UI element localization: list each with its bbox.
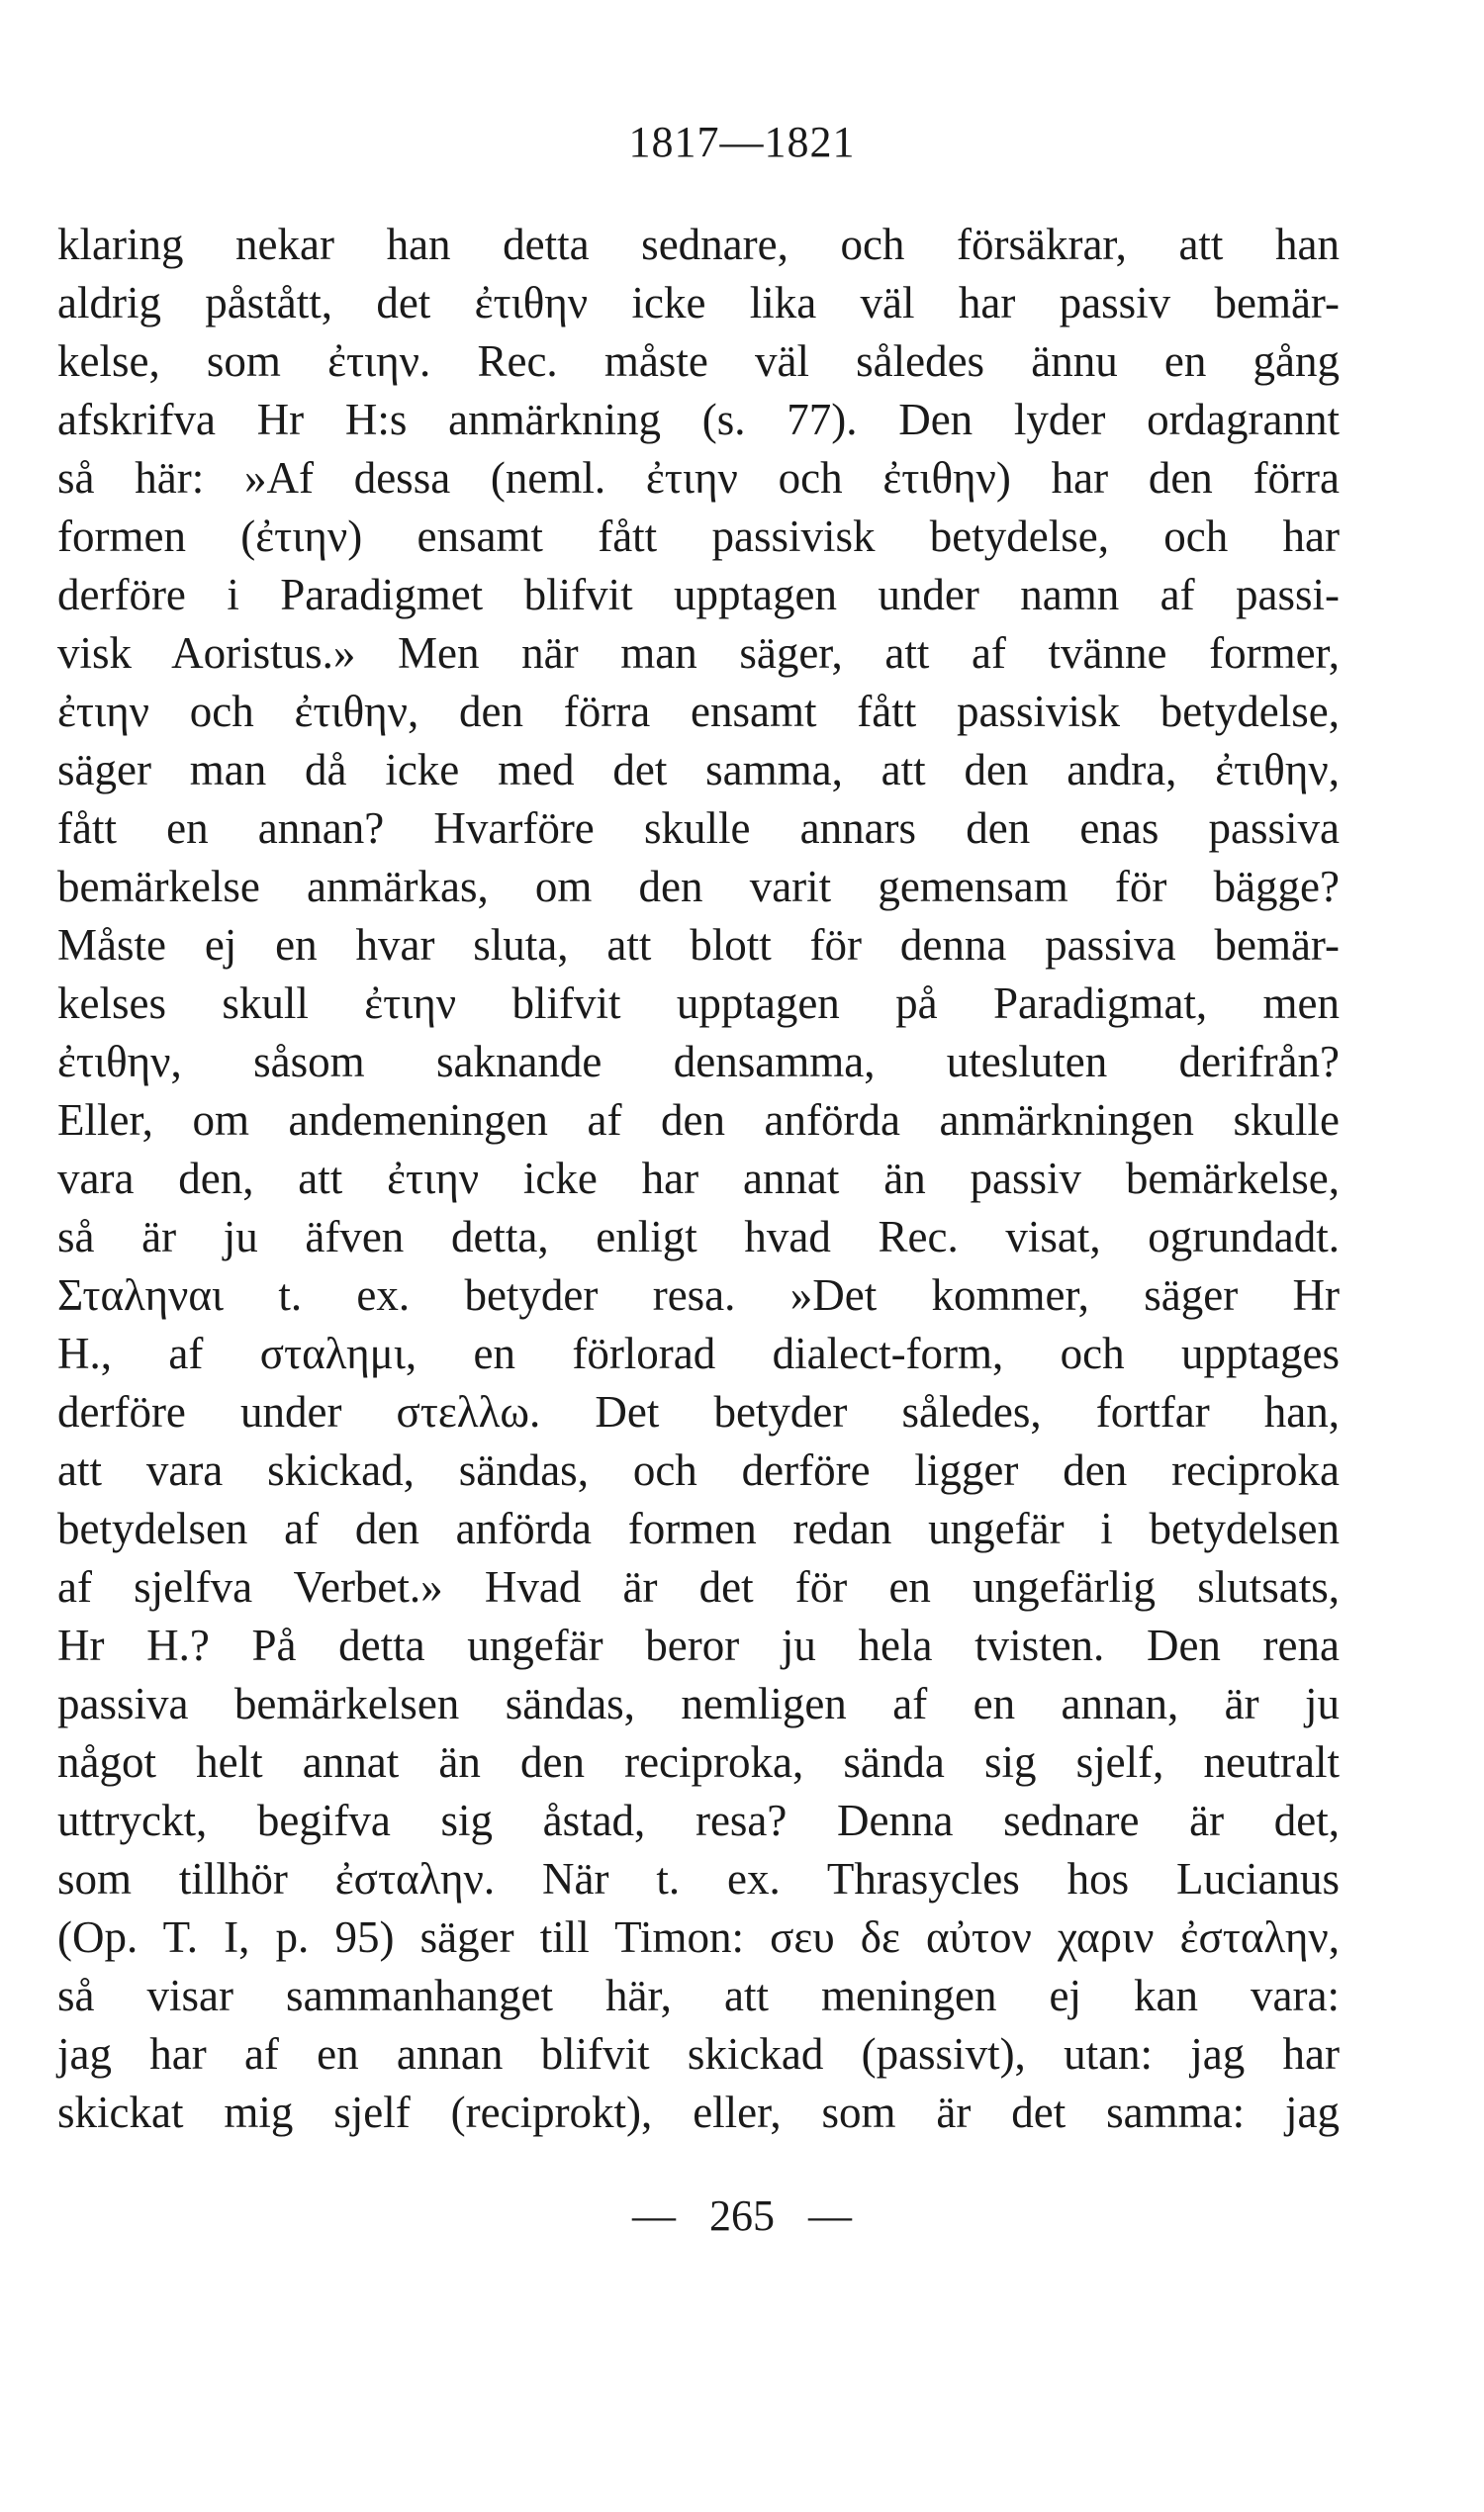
text-line: kelses skull ἐτιην blifvit upptagen på Paradigmat, men — [57, 978, 1340, 1028]
text-line: vara den, att ἐτιην icke har annat än passiv bemärkelse, — [57, 1154, 1340, 1203]
text-line: Eller, om andemeningen af den anförda anmärkningen skulle — [57, 1095, 1340, 1145]
text-line: formen (ἐτιην) ensamt fått passivisk betydelse, och har — [57, 512, 1340, 561]
text-line: uttryckt, begifva sig åstad, resa? Denna sednare är det, — [57, 1796, 1340, 1845]
body-text — [57, 216, 1340, 2142]
text-line: så är ju äfven detta, enligt hvad Rec. visat, ogrundadt. — [57, 1212, 1340, 1261]
folio-dash-left: — — [632, 2191, 676, 2240]
page-number-value: 265 — [709, 2191, 775, 2240]
text-line: jag har af en annan blifvit skickad (passivt), utan: jag har — [57, 2029, 1340, 2079]
text-line: något helt annat än den reciproka, sända sig sjelf, neutralt — [57, 1737, 1340, 1787]
text-line: af sjelfva Verbet.» Hvad är det för en ungefärlig slutsats, — [57, 1562, 1340, 1612]
folio-dash-right: — — [808, 2191, 852, 2240]
text-line: så visar sammanhanget här, att meningen ej kan vara: — [57, 1971, 1340, 2020]
text-line: derföre i Paradigmet blifvit upptagen under namn af passi- — [57, 570, 1340, 619]
text-line: Hr H.? På detta ungefär beror ju hela tvisten. Den rena — [57, 1621, 1340, 1670]
text-line: passiva bemärkelsen sändas, nemligen af en annan, är ju — [57, 1679, 1340, 1728]
text-line: afskrifva Hr H:s anmärkning (s. 77). Den lyder ordagrannt — [57, 395, 1340, 444]
text-line: (Op. T. I, p. 95) säger till Timon: σευ δε αὐτον χαριν ἐσταλην, — [57, 1912, 1340, 1962]
text-line: säger man då icke med det samma, att den andra, ἐτιθην, — [57, 745, 1340, 794]
text-line: ἐτιθην, såsom saknande densamma, utesluten derifrån? — [57, 1037, 1340, 1086]
text-line: som tillhör ἐσταλην. När t. ex. Thrasycles hos Lucianus — [57, 1854, 1340, 1904]
page-number — [0, 2190, 1484, 2241]
text-line: klaring nekar han detta sednare, och försäkrar, att han — [57, 220, 1340, 269]
text-line: kelse, som ἐτιην. Rec. måste väl således ännu en gång — [57, 336, 1340, 386]
text-line: Måste ej en hvar sluta, att blott för denna passiva bemär- — [57, 920, 1340, 970]
text-line: betydelsen af den anförda formen redan ungefär i betydelsen — [57, 1504, 1340, 1553]
text-line: ἐτιην och ἐτιθην, den förra ensamt fått passivisk betydelse, — [57, 687, 1340, 736]
text-line: H., af σταλημι, en förlorad dialect-form, och upptages — [57, 1329, 1340, 1378]
text-line: bemärkelse anmärkas, om den varit gemensam för bägge? — [57, 862, 1340, 911]
text-line: visk Aoristus.» Men när man säger, att af tvänne former, — [57, 628, 1340, 678]
running-head: 1817—1821 — [628, 118, 856, 166]
text-line: aldrig påstått, det ἐτιθην icke lika väl har passiv bemär- — [57, 278, 1340, 327]
text-line: derföre under στελλω. Det betyder således, fortfar han, — [57, 1387, 1340, 1437]
text-line: Σταληναι t. ex. betyder resa. »Det kommer, säger Hr — [57, 1270, 1340, 1320]
text-line: att vara skickad, sändas, och derföre ligger den reciproka — [57, 1445, 1340, 1495]
text-line: så här: »Af dessa (neml. ἐτιην och ἐτιθην) har den förra — [57, 453, 1340, 503]
text-line: fått en annan? Hvarföre skulle annars den enas passiva — [57, 803, 1340, 853]
text-line: skickat mig sjelf (reciprokt), eller, som är det samma: jag — [57, 2088, 1340, 2137]
